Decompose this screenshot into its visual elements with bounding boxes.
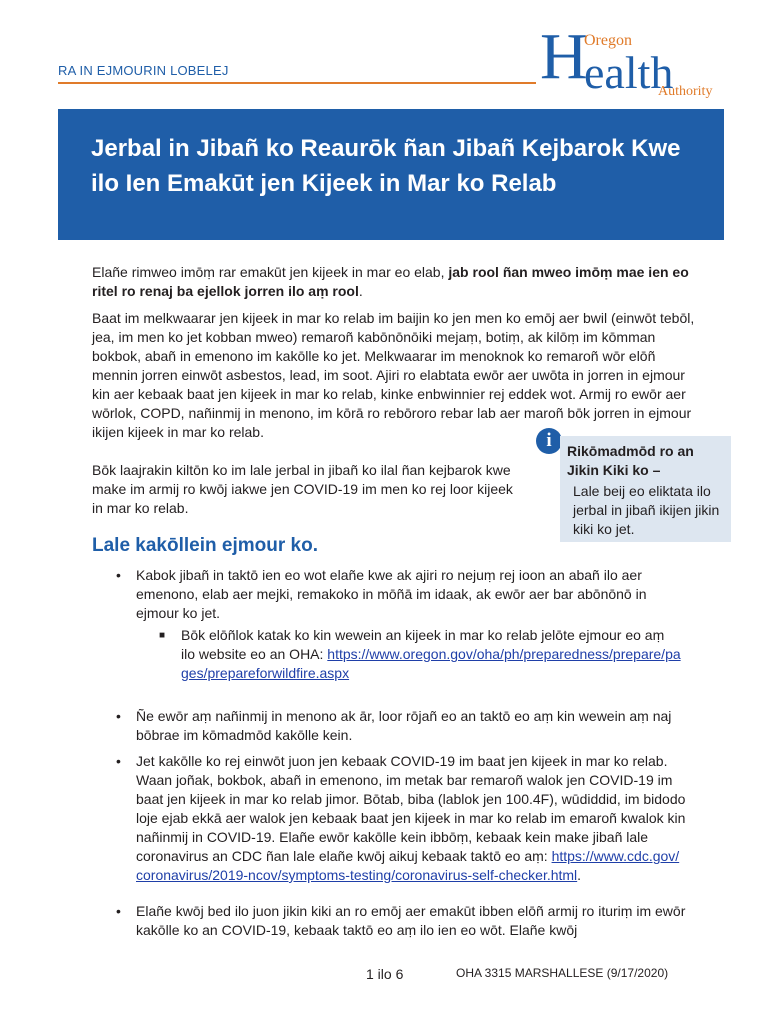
intro-p2-text: Baat im melkwaarar jen kijeek in mar ko relab im baijin ko jen men ko emōj aer bwil (einwōt tebōl, jea, im men ko jet kobban mweo) remaroñ kabōnōnōiki mejaṃ, botiṃ, ak kilōṃ im kōmman bokbok, abañ in emenono im kakōlle ko jet. Melkwaarar im menoknok ko remaroñ wōr elōñ mennin jorren einwōt asbestos, lead, im soot. Ajiri ro elabtata ewōr aer uwōta in jorren in ejmour kin aer kebaak baat jen kijeek in mar ko relab, kinke enbwinnier rej eddek wot. Armij ro ewōr aer wōrlok, COPD, nañinmij in menono, im kōrā ro rebōroro rebar lab aer maroñ bōk jorren in ejmour ikijen kijeek in mar ko relab.: [92, 310, 695, 440]
sub-list-item: [159, 626, 681, 683]
intro-paragraph-1: [92, 263, 692, 301]
list-item: [116, 902, 686, 940]
shelter-sidebar: [560, 436, 731, 542]
logo-h: H: [540, 20, 588, 93]
page-number: 1 ilo 6: [366, 966, 404, 982]
intro-paragraph-3: Bōk laajrakin kiltōn ko im lale jerbal in jibañ ko ilal ñan kejbarok kwe make im armij ro kwōj iakwe jen COVID-19 im men ko rej loor kijeek in mar ko relab.: [92, 462, 513, 516]
bullet-text: Kabok jibañ in taktō ien eo wot elañe kwe ak ajiri ro nejuṃ rej ioon an abañ ilo aer emenono, elab aer mejki, remakoko in mōñā im idaak, ak ewōr aer bar abōnōnō in ejmour ko jet.: [136, 567, 647, 621]
intro-p1-end: .: [358, 283, 363, 299]
logo-authority: Authority: [658, 84, 713, 99]
list-item: • Jet kakōlle ko rej einwōt juon jen kebaak COVID-19 im baat jen kijeek in mar ko relab. Waan joñak, bokbok, abañ in emenono, im metak bar remaroñ walok jen COVID-19 im baat jen kijeek in mar ko relab jimor. Bōtab, biba (lablok jen 100.4F), wūdiddid, im bidodo loje ejab ekkā aer walok jen kebaak baat jen kijeek in mar ko relab im emaroñ kwalok kin nañinmij in COVID-19. Elañe ewōr kakōlle kein ibbōṃ, kebaak kein make jibañ lale coronavirus an CDC ñan lale elañe kwōj aikuj kebaak taktō eo aṃ: https://www.cdc.gov/coronavirus/2019-ncov/symptoms-testing/coronavirus-self-checker.html.: [116, 753, 686, 883]
list-item: [116, 566, 686, 623]
logo-ealth: ealth: [584, 47, 674, 98]
oha-logo: [540, 20, 730, 100]
cdc-self-checker-link[interactable]: https://www.cdc.gov/coronavirus/2019-ncov/symptoms-testing/coronavirus-self-checker.html: [136, 848, 680, 883]
header-rule: [58, 82, 536, 84]
bullet-text: Elañe kwōj bed ilo juon jikin kiki an ro emōj aer emakūt ibben elōñ armij ro ituriṃ im ewōr kakōlle ko an COVID-19, kebaak taktō eo aṃ ilo ien eo wōt. Elañe kwōj: [136, 903, 686, 938]
sidebar-title: Rikōmadmōd ro an Jikin Kiki ko –: [567, 443, 694, 478]
info-icon: i: [536, 428, 562, 454]
bullet-dot: •: [116, 567, 121, 583]
bullet-text: Jet kakōlle ko rej einwōt juon jen kebaak COVID-19 im baat jen kijeek in mar ko relab. Waan joñak, bokbok, abañ in emenono, im metak bar remaroñ walok jen COVID-19 im baat jen kijeek in mar ko relab jimor. Bōtab, biba (lablok jen 100.4F), wūdiddid, im bidodo loje ejab ekkā aer walok jen kebaak baat jen kijeek in mar ko relab im emaroñ kwalok kin nañinmij in COVID-19. Elañe ewōr kakōlle kein ibbōṃ, kebaak kein make jibañ lale coronavirus an CDC ñan lale elañe kwōj aikuj kebaak taktō eo aṃ:: [136, 753, 686, 864]
intro-p1-start: Elañe rimweo imōṃ rar emakūt jen kijeek in mar eo elab,: [92, 264, 449, 280]
intro-p1-bold: jab rool ñan mweo imōṃ mae ien eo ritel ro renaj ba ejellok jorren ilo aṃ rool: [92, 264, 689, 299]
list-item: [116, 707, 686, 745]
oha-wildfire-link[interactable]: https://www.oregon.gov/oha/ph/preparedness/prepare/pages/prepareforwildfire.aspx: [181, 646, 681, 681]
square-bullet: ■: [159, 630, 166, 641]
bullet-dot: •: [116, 753, 121, 769]
header-label: RA IN EJMOURIN LOBELEJ: [58, 63, 229, 78]
intro-paragraph-2: [92, 309, 702, 442]
document-code: OHA 3315 MARSHALLESE (9/17/2020): [456, 966, 669, 980]
title-banner: [58, 109, 724, 240]
sidebar-body: Lale beij eo eliktata ilo jerbal in jibañ ikijen jikin kiki ko jet.: [573, 483, 720, 537]
section-heading: Lale kakōllein ejmour ko.: [92, 535, 318, 556]
bullet-dot: •: [116, 708, 121, 724]
bullet-text: Ñe ewōr aṃ nañinmij in menono ak ār, loor rōjañ eo an taktō eo aṃ kin wewein aṃ naj bōbrae im kōmadmōd kakōlle kein.: [136, 708, 672, 743]
sub-bullet-text: Bōk elōñlok katak ko kin wewein an kijeek in mar ko relab jelōte ejmour eo aṃ ilo website eo an OHA:: [181, 627, 665, 662]
bullet-dot: •: [116, 903, 121, 919]
page-title: Jerbal in Jibañ ko Reaurōk ñan Jibañ Kejbarok Kwe ilo Ien Emakūt jen Kijeek in Mar ko Relab: [91, 135, 681, 197]
logo-oregon: Oregon: [584, 32, 632, 49]
